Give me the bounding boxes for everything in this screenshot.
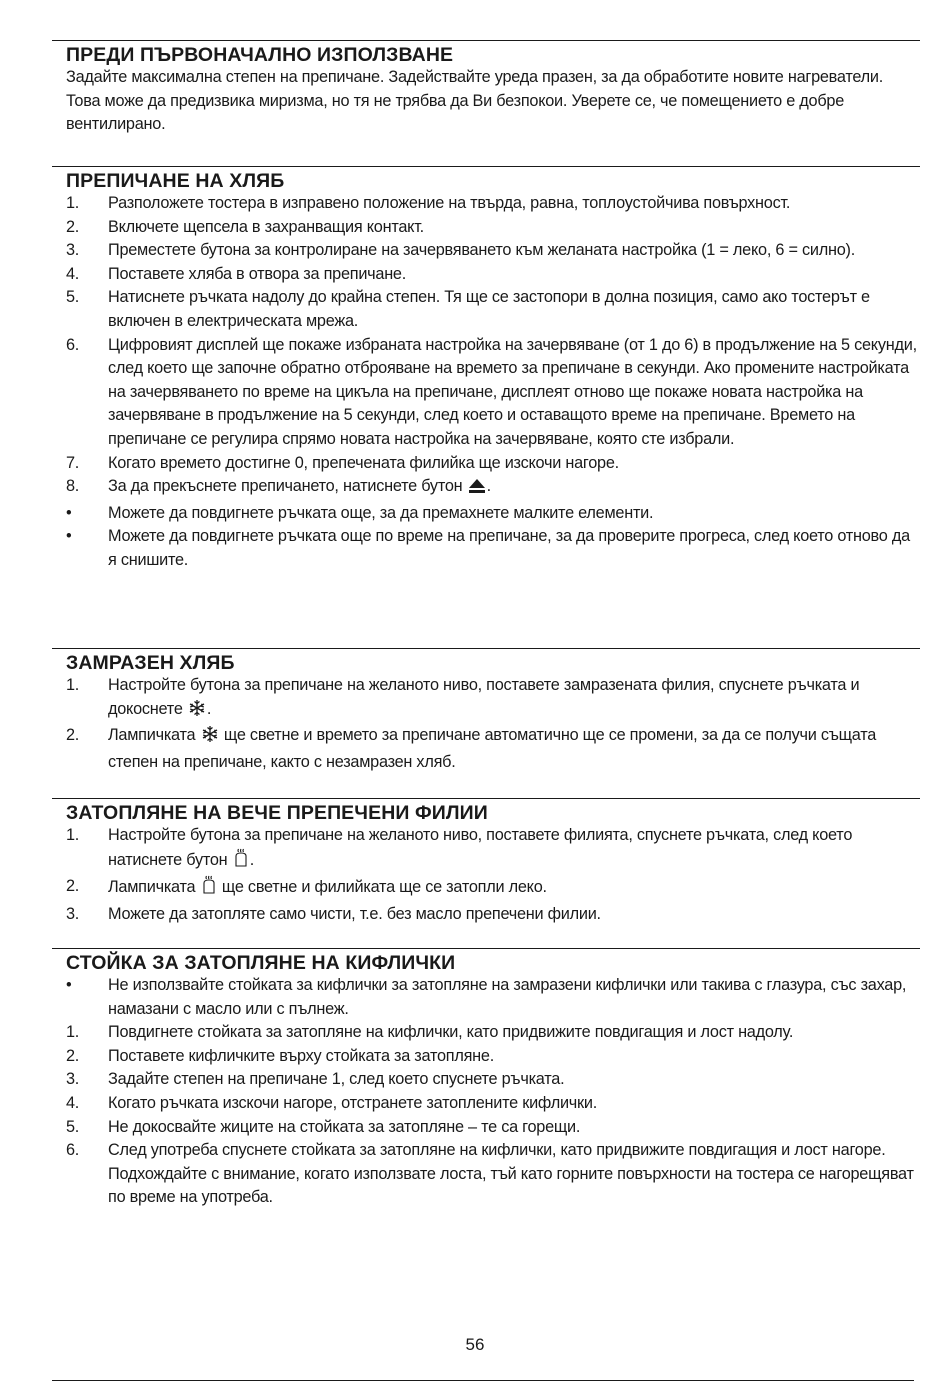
item-text: . (206, 699, 212, 718)
item-marker: 2. (66, 1046, 80, 1065)
item-text: Лампичката (108, 726, 200, 745)
numbered-step (66, 1045, 920, 1069)
section-bun-rack (66, 948, 920, 1210)
item-marker: 8. (66, 477, 80, 496)
item-marker: 2. (66, 726, 80, 745)
item-marker: • (66, 976, 72, 994)
section-divider (52, 948, 920, 949)
item-marker: 1. (66, 1023, 80, 1042)
section-title: ЗАМРАЗЕН ХЛЯБ (66, 652, 235, 674)
reheat-icon (233, 848, 249, 876)
item-marker: 3. (66, 241, 80, 260)
instruction-list (66, 674, 920, 774)
numbered-step (66, 192, 920, 216)
section-divider (52, 166, 920, 167)
numbered-step (66, 452, 920, 476)
numbered-step (66, 263, 920, 287)
bullet-item (66, 974, 920, 1021)
item-text: Не докосвайте жиците на стойката за затопляне – те са горещи. (108, 1117, 581, 1136)
item-text: Настройте бутона за препичане на желаното ниво, поставете филията, спуснете ръчката, след което натиснете бутон (108, 826, 853, 869)
item-marker: 1. (66, 194, 80, 212)
page-number: 56 (465, 1335, 485, 1354)
item-text: Можете да повдигнете ръчката още, за да премахнете малките елементи. (108, 503, 654, 522)
item-marker: 5. (66, 288, 80, 307)
item-marker: 2. (66, 877, 80, 896)
section-divider (52, 798, 920, 799)
instruction-list (66, 192, 920, 573)
item-text: Когато времето достигне 0, препечената филийка ще изскочи нагоре. (108, 453, 619, 472)
item-marker: 4. (66, 1093, 80, 1112)
numbered-step (66, 1092, 920, 1116)
reheat-icon (201, 875, 217, 903)
item-marker: 6. (66, 1141, 80, 1160)
numbered-step (66, 334, 920, 452)
section-reheat (66, 798, 920, 926)
item-text: Можете да повдигнете ръчката още по време на препичане, за да проверите прогреса, след което отново да я снишите. (108, 527, 910, 569)
item-marker: 4. (66, 264, 80, 283)
instruction-list (66, 974, 920, 1210)
item-marker: 2. (66, 217, 80, 236)
numbered-step (66, 1139, 920, 1210)
item-marker: 7. (66, 453, 80, 472)
numbered-step (66, 903, 920, 927)
numbered-step (66, 824, 920, 875)
item-marker: 1. (66, 676, 80, 694)
numbered-step (66, 475, 920, 502)
section-frozen-bread (66, 648, 920, 774)
bullet-item (66, 502, 920, 526)
numbered-step (66, 724, 920, 774)
item-marker: 1. (66, 826, 80, 844)
item-text: Не използвайте стойката за кифлички за затопляне на замразени кифлички или такива с глазура, със захар, намазани с масло или с пълнеж. (108, 976, 907, 1018)
numbered-step (66, 1068, 920, 1092)
item-text: За да прекъснете препичането, натиснете бутон (108, 477, 467, 496)
numbered-step (66, 286, 920, 333)
item-marker: • (66, 527, 72, 546)
item-marker: 3. (66, 1070, 80, 1089)
bullet-item (66, 525, 920, 572)
numbered-step (66, 1116, 920, 1140)
item-text: Когато ръчката изскочи нагоре, отстранете затоплените кифлички. (108, 1093, 598, 1112)
snowflake-icon (201, 725, 219, 751)
section-title: ПРЕПИЧАНЕ НА ХЛЯБ (66, 170, 285, 192)
item-text: ще светне и времето за препичане автоматично ще се промени, за да се получи същата степен на препичане, както с незамразен хляб. (108, 726, 877, 771)
section-title: СТОЙКА ЗА ЗАТОПЛЯНЕ НА КИФЛИЧКИ (66, 952, 456, 974)
instruction-list (66, 824, 920, 926)
section-divider (52, 648, 920, 649)
item-text: Цифровият дисплей ще покаже избраната настройка на зачервяване (от 1 до 6) в продължение на 5 секунди, след което ще започне обратно отброяване на времето за препичане в секунди. Ако промените настройката на зачервяването по време на цикъла на препичане, дисплеят отново ще покаже новата настройка на зачервяване в продължение на 5 секунди, след което и оставащото време на препичане. Времето на препичане се регулира спрямо новата настройка на зачервяване, която сте избрали. (108, 335, 917, 448)
item-text: Поставете кифличките върху стойката за затопляне. (108, 1046, 495, 1065)
item-text: Разположете тостера в изправено положение на твърда, равна, топлоустойчива повърхност. (108, 194, 791, 212)
item-text: Натиснете ръчката надолу до крайна степен. Тя ще се застопори в долна позиция, само ако тостерът е включен в електрическата мрежа. (108, 288, 870, 330)
footer-divider (52, 1380, 914, 1381)
item-text: Поставете хляба в отвора за препичане. (108, 264, 407, 283)
numbered-step (66, 216, 920, 240)
numbered-step (66, 674, 920, 724)
section-paragraph: Задайте максимална степен на препичане. Задействайте уреда празен, за да обработите новите нагреватели. Това може да предизвика миризма, но тя не трябва да Ви безпокои. Уверете се, че помещението е добре вентилирано. (66, 68, 883, 134)
numbered-step (66, 239, 920, 263)
section-first-use (66, 40, 920, 137)
item-marker: 5. (66, 1117, 80, 1136)
item-text: Лампичката (108, 878, 200, 897)
item-text: След употреба спуснете стойката за затопляне на кифлички, като придвижите повдигащия и лост нагоре. Подхождайте с внимание, когато използвате лоста, тъй като горните повърхности на тостера се нагорещяват по време на употреба. (108, 1141, 914, 1207)
item-marker: 3. (66, 904, 80, 923)
numbered-step (66, 1021, 920, 1045)
item-text: Преместете бутона за контролиране на зачервяването към желаната настройка (1 = леко, 6 = силно). (108, 241, 855, 260)
section-toasting (66, 166, 920, 573)
item-marker: • (66, 503, 72, 522)
section-title: ПРЕДИ ПЪРВОНАЧАЛНО ИЗПОЛЗВАНЕ (66, 44, 454, 66)
item-text: ще светне и филийката ще се затопли леко. (217, 878, 547, 897)
item-text: Включете щепсела в захранващия контакт. (108, 217, 424, 236)
item-text: Повдигнете стойката за затопляне на кифлички, като придвижите повдигащия и лост надолу. (108, 1023, 794, 1042)
item-text: Настройте бутона за препичане на желаното ниво, поставете замразената филия, спуснете ръчката и докоснете (108, 676, 860, 718)
item-text: . (249, 850, 254, 869)
item-marker: 6. (66, 335, 80, 354)
item-text: . (486, 477, 491, 496)
item-text: Можете да затопляте само чисти, т.е. без масло препечени филии. (108, 904, 601, 923)
section-divider (52, 40, 920, 41)
snowflake-icon (188, 699, 206, 725)
section-title: ЗАТОПЛЯНЕ НА ВЕЧЕ ПРЕПЕЧЕНИ ФИЛИИ (66, 802, 488, 824)
item-text: Задайте степен на препичане 1, след което спуснете ръчката. (108, 1070, 565, 1089)
eject-icon (468, 478, 486, 502)
numbered-step (66, 875, 920, 903)
